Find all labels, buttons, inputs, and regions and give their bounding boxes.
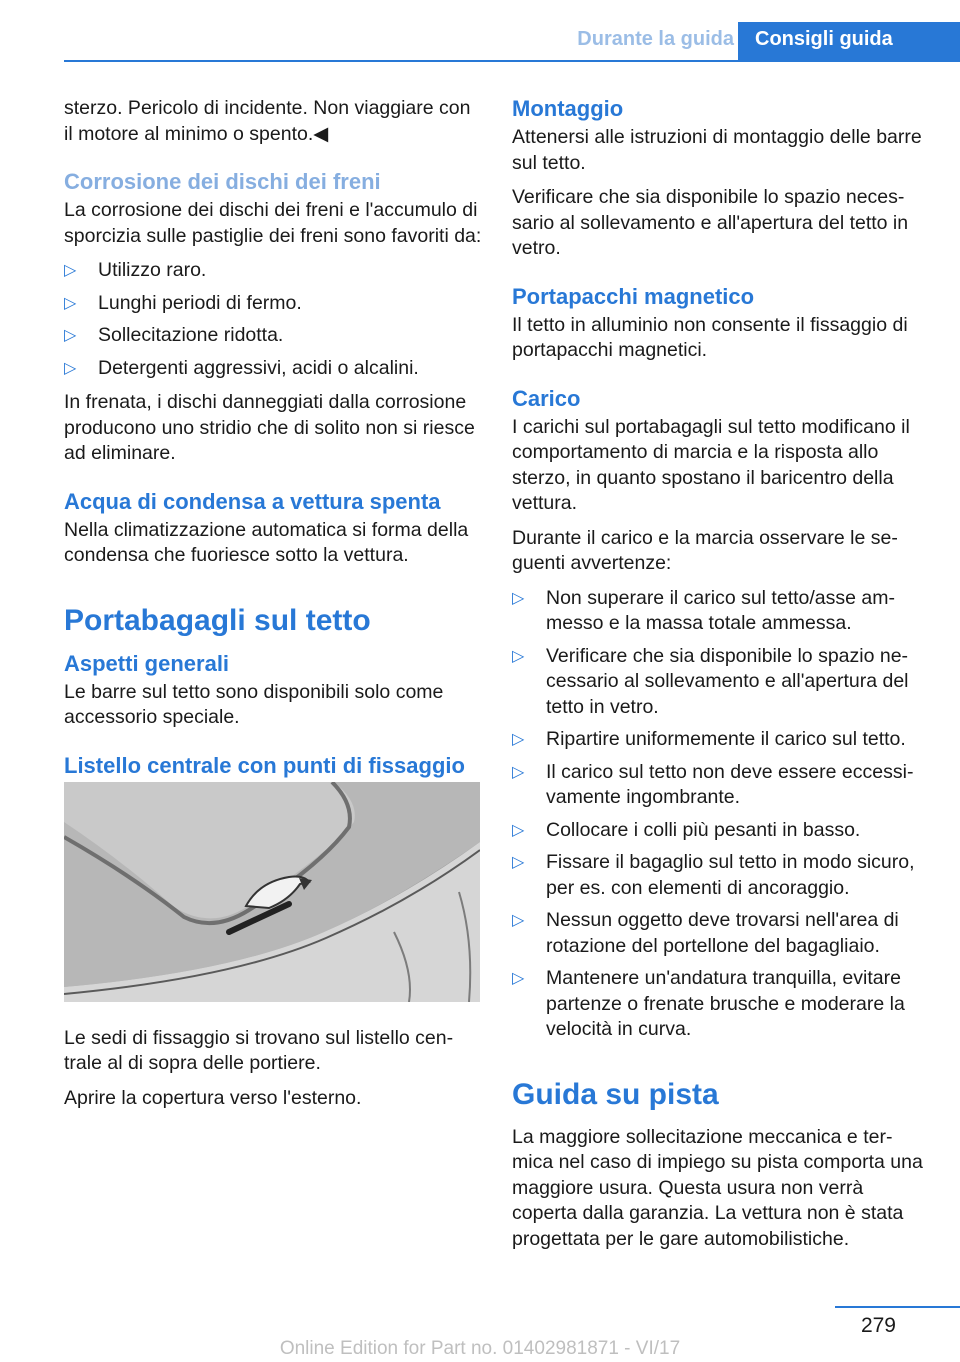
paragraph-track-driving: La maggiore sollecitazione meccanica e termica nel caso di impiego su pista comporta una maggiore usura. Questa usura non verrà coperta dalla garanzia. La vettura non è stata progettata per le gare automobilistiche. xyxy=(512,1125,923,1250)
heading-magnetic-rack: Portapacchi magnetico xyxy=(512,283,755,309)
paragraph-assembly-2: Verificare che sia disponibile lo spazio necessario al sollevamento e all'apertura del tetto in vetro. xyxy=(512,186,909,259)
paragraph-load-1: I carichi sul portabagagli sul tetto modificano il comportamento di marcia e la risposta allo sterzo, in quanto spostano il baricentro della vettura. xyxy=(512,415,910,514)
list-item: ▷ Lunghi periodi di fermo. xyxy=(64,291,482,317)
paragraph-load-2: Durante il carico e la marcia osservare le seguenti avvertenze: xyxy=(512,526,898,574)
list-item: ▷ Fissare il bagaglio sul tetto in modo sicuro, per es. con elementi di ancoraggio. xyxy=(512,851,915,899)
list-load-warnings xyxy=(512,586,926,1043)
triangle-bullet-icon: ▷ xyxy=(512,589,525,607)
heading-center-strip: Listello centrale con punti di fissaggio xyxy=(64,752,465,778)
list-item: ▷ Utilizzo raro. xyxy=(64,258,482,284)
list-corrosion-causes xyxy=(64,258,482,381)
triangle-bullet-icon: ▷ xyxy=(512,647,525,665)
list-item: ▷ Collocare i colli più pesanti in basso. xyxy=(512,818,926,844)
list-item: ▷ Ripartire uniformemente il carico sul tetto. xyxy=(512,727,926,753)
paragraph-magnetic-rack: Il tetto in alluminio non consente il fissaggio di portapacchi magnetici. xyxy=(512,313,908,361)
heading-assembly: Montaggio xyxy=(512,96,624,121)
left-column xyxy=(64,96,482,1120)
list-item: ▷ Sollecitazione ridotta. xyxy=(64,323,482,349)
header-chapter-tab: Consigli guida xyxy=(738,22,960,62)
heading-roof-rack: Portabagagli sul tetto xyxy=(64,603,371,637)
footer-edition-text: Online Edition for Part no. 01402981871 - VI/17 xyxy=(279,1338,681,1359)
page-header xyxy=(64,22,960,62)
paragraph-assembly-1: Attenersi alle istruzioni di montaggio delle barre sul tetto. xyxy=(512,126,922,174)
triangle-bullet-icon: ▷ xyxy=(512,821,525,839)
triangle-bullet-icon: ▷ xyxy=(64,359,77,377)
list-item: ▷ Non superare il carico sul tetto/asse ammesso e la massa totale ammessa. xyxy=(512,586,895,634)
triangle-bullet-icon: ▷ xyxy=(512,763,525,781)
page-number: 279 xyxy=(860,1314,896,1337)
triangle-bullet-icon: ▷ xyxy=(64,262,77,279)
heading-track-driving: Guida su pista xyxy=(512,1077,719,1111)
paragraph-braking-noise: In frenata, i dischi danneggiati dalla corrosione producono uno stridio che di solito non si riesce ad eliminare. xyxy=(64,391,475,464)
triangle-bullet-icon: ▷ xyxy=(512,854,525,871)
triangle-bullet-icon: ▷ xyxy=(64,294,77,312)
list-item: ▷ Verificare che sia disponibile lo spazio necessario al sollevamento e all'apertura del tetto in vetro. xyxy=(512,644,909,718)
paragraph-open-cover: Aprire la copertura verso l'esterno. xyxy=(64,1086,362,1109)
right-column xyxy=(512,96,926,1261)
heading-load: Carico xyxy=(512,385,581,411)
header-section-title: Durante la guida xyxy=(577,28,734,50)
heading-condensation: Acqua di condensa a vettura spenta xyxy=(64,488,441,514)
triangle-bullet-icon: ▷ xyxy=(512,970,525,987)
list-item: ▷ Mantenere un'andatura tranquilla, evitare partenze o frenate brusche e moderare la velocità in curva. xyxy=(512,967,905,1040)
triangle-bullet-icon: ▷ xyxy=(512,731,525,748)
footer-rule xyxy=(835,1306,960,1308)
paragraph-condensation: Nella climatizzazione automatica si forma della condensa che fuoriesce sotto la vettura. xyxy=(64,518,469,566)
header-rule xyxy=(64,60,960,62)
list-item: ▷ Nessun oggetto deve trovarsi nell'area di rotazione del portellone del bagagliaio. xyxy=(512,909,899,957)
triangle-bullet-icon: ▷ xyxy=(512,912,525,929)
paragraph-steering-warning: sterzo. Pericolo di incidente. Non viaggiare con il motore al minimo o spento.◀ xyxy=(64,97,471,145)
paragraph-general-aspects: Le barre sul tetto sono disponibili solo come accessorio speciale. xyxy=(64,680,444,728)
triangle-bullet-icon: ▷ xyxy=(64,327,77,344)
roof-mounting-point-illustration xyxy=(64,782,480,1002)
list-item: ▷ Detergenti aggressivi, acidi o alcalini. xyxy=(64,356,482,382)
paragraph-mounting-seats: Le sedi di fissaggio si trovano sul listello centrale al di sopra delle portiere. xyxy=(64,1026,454,1074)
paragraph-brake-corrosion: La corrosione dei dischi dei freni e l'accumulo di sporcizia sulle pastiglie dei freni sono favoriti da: xyxy=(64,199,482,247)
list-item: ▷ Il carico sul tetto non deve essere eccessivamente ingombrante. xyxy=(512,760,914,808)
heading-general-aspects: Aspetti generali xyxy=(64,650,230,676)
heading-brake-corrosion: Corrosione dei dischi dei freni xyxy=(64,169,381,194)
